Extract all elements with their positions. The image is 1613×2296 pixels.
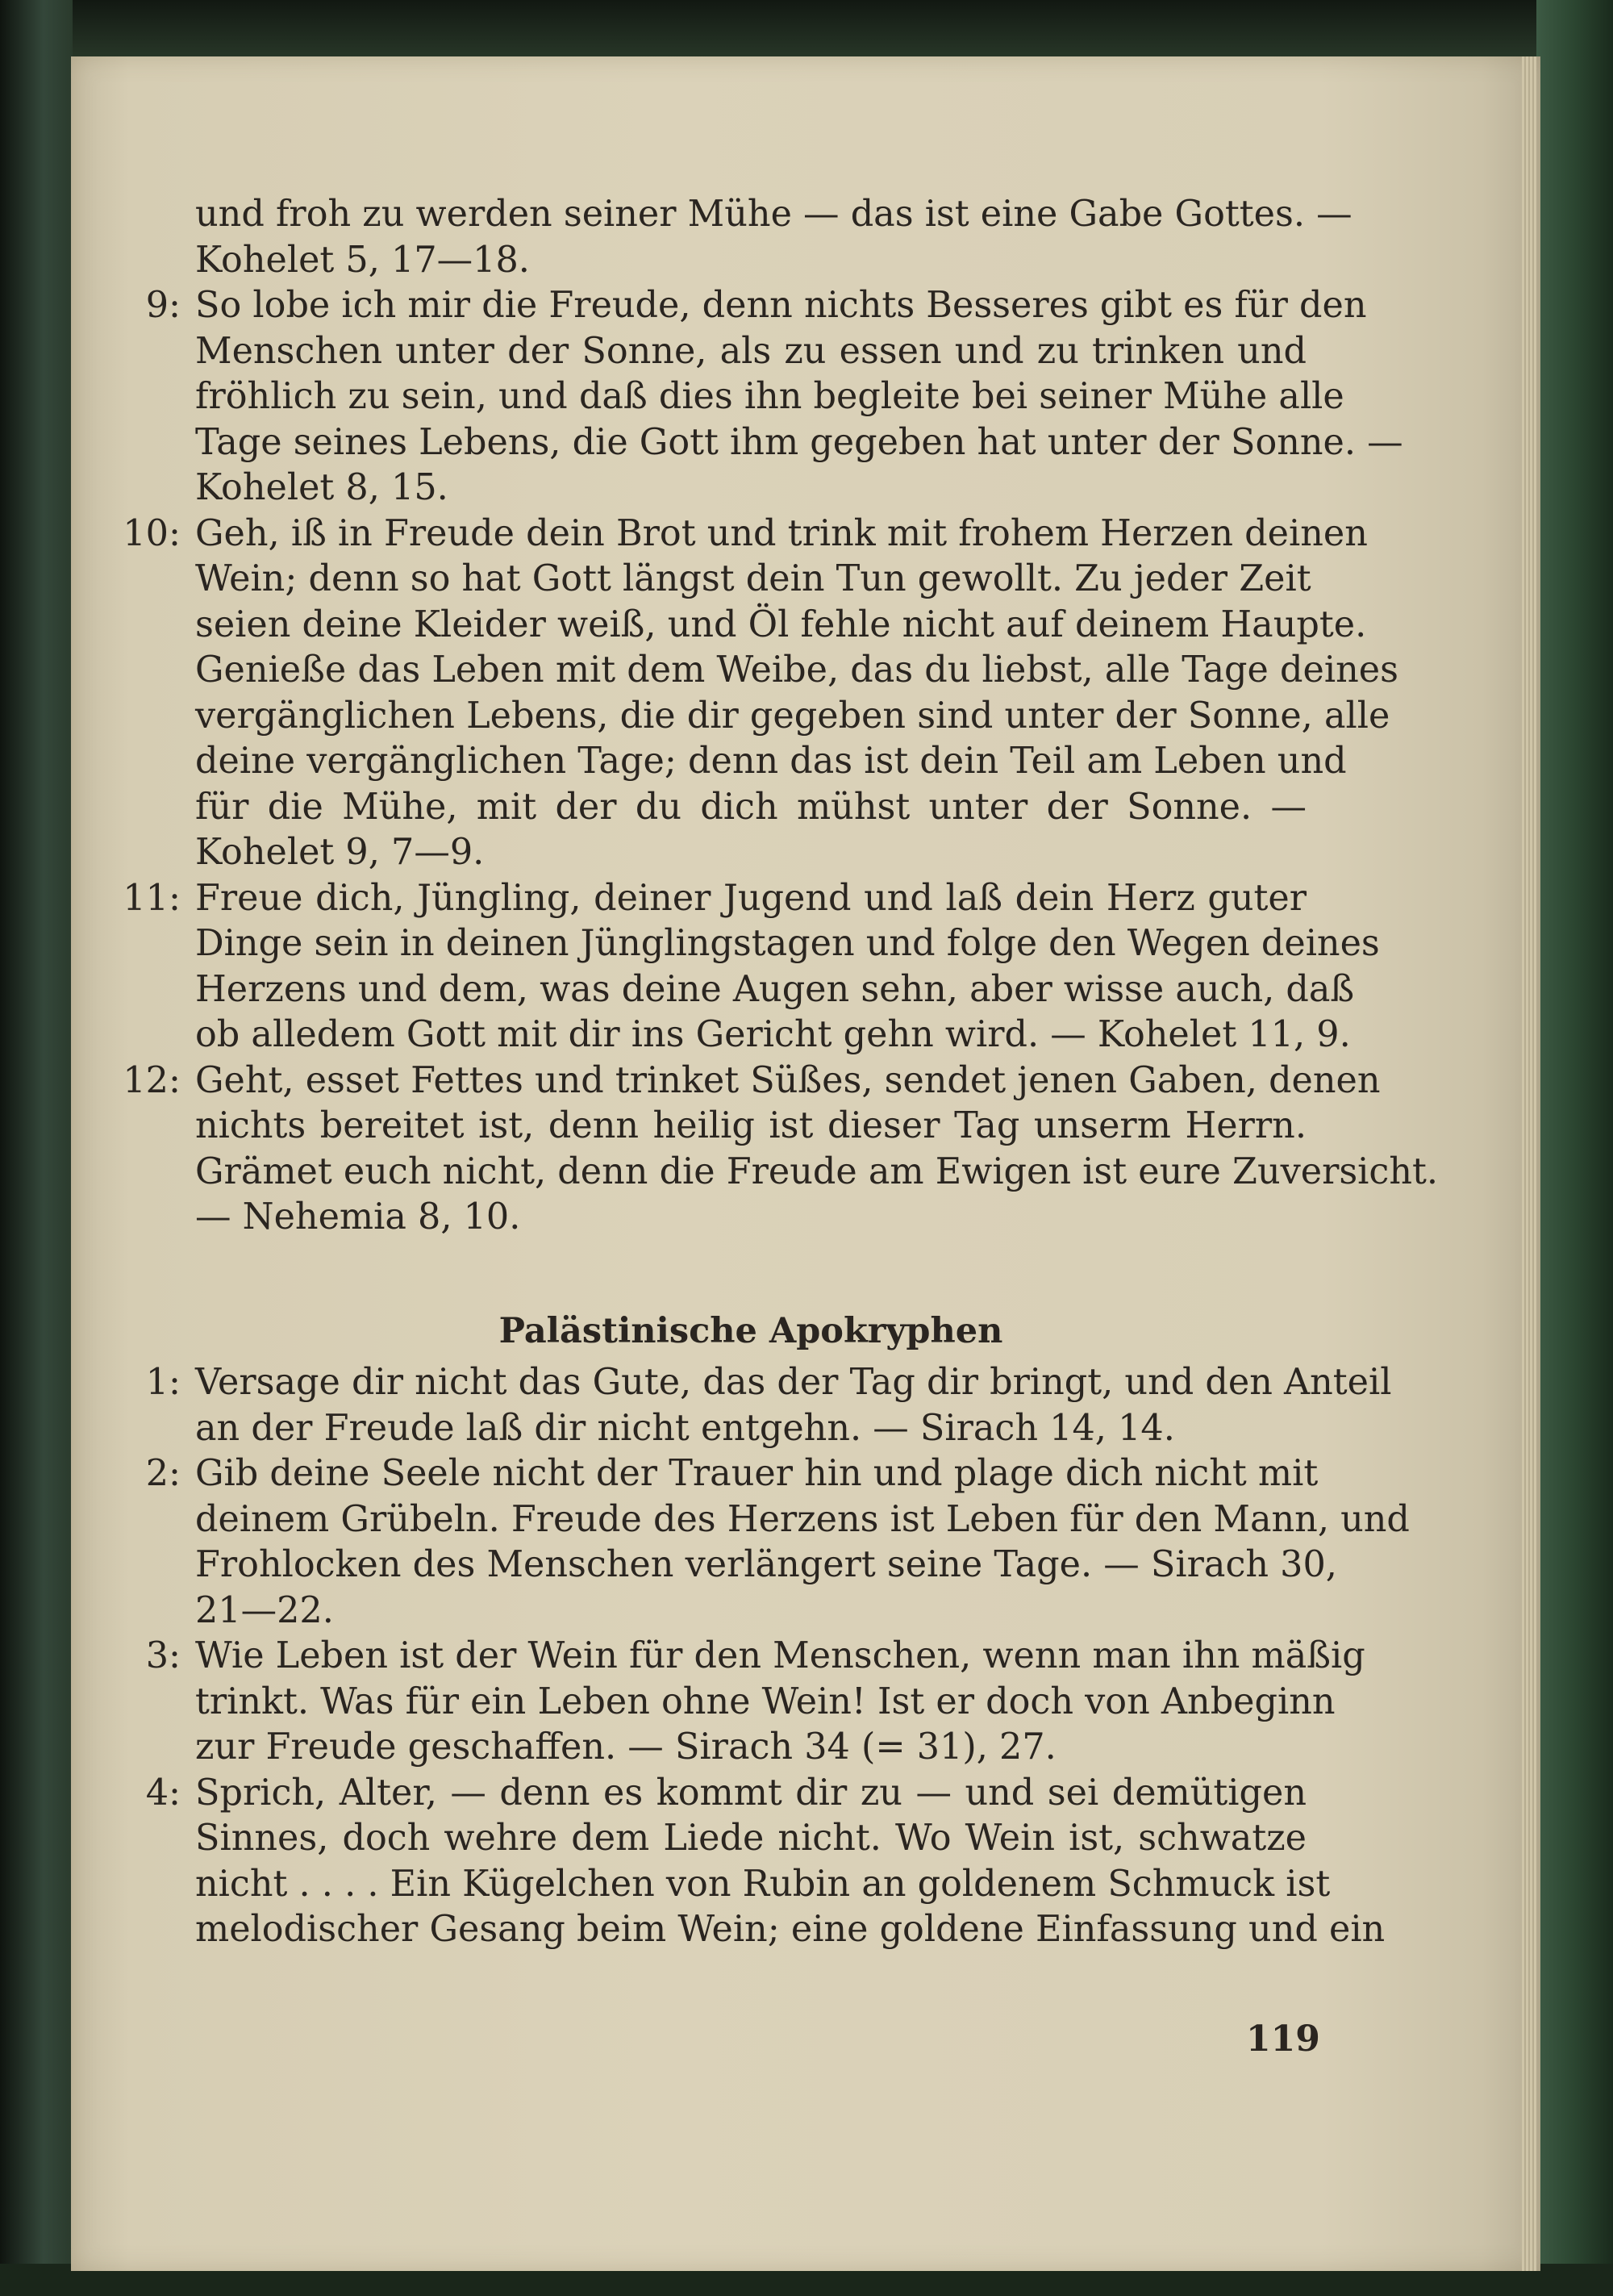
verse-number: 3:	[145, 1635, 181, 1676]
text-line: Geht, esset Fettes und trinket Süßes, sendet jenen Gaben, denen	[195, 1059, 1381, 1101]
verse-entry	[121, 876, 1380, 1058]
verse-entry	[121, 1058, 1439, 1241]
book-cover-left	[0, 0, 73, 2296]
verse-number: 12:	[123, 1059, 181, 1101]
text-line: für die Mühe, mit der du dich mühst unter der Sonne. —	[195, 786, 1307, 828]
text-line: Menschen unter der Sonne, als zu essen und zu trinken und	[195, 330, 1307, 372]
verse-number: 4:	[145, 1772, 181, 1814]
text-line: Freue dich, Jüngling, deiner Jugend und laß dein Herz guter	[195, 877, 1307, 919]
text-line: Grämet euch nicht, denn die Freude am Ewigen ist eure Zuversicht.	[195, 1150, 1439, 1192]
text-line: vergänglichen Lebens, die dir gegeben sind unter der Sonne, alle	[195, 695, 1390, 737]
text-line: Gib deine Seele nicht der Trauer hin und plage dich nicht mit	[195, 1453, 1319, 1494]
text-line: nichts bereitet ist, denn heilig ist dieser Tag unserm Herrn.	[195, 1105, 1307, 1146]
text-line: fröhlich zu sein, und daß dies ihn begleite bei seiner Mühe alle	[195, 376, 1344, 417]
text-line: Frohlocken des Menschen verlängert seine Tage. — Sirach 30,	[195, 1544, 1337, 1585]
text-line: Kohelet 9, 7—9.	[195, 832, 485, 873]
intro-paragraph	[121, 192, 1353, 283]
text-line: — Nehemia 8, 10.	[195, 1196, 521, 1238]
text-line: an der Freude laß dir nicht entgehn. — Sirach 14, 14.	[195, 1407, 1175, 1449]
text-line: und froh zu werden seiner Mühe — das ist eine Gabe Gottes. —	[195, 194, 1353, 235]
text-line: Herzens und dem, was deine Augen sehn, aber wisse auch, daß	[195, 968, 1355, 1010]
page-stack-edge	[1522, 56, 1536, 2271]
text-line: Geh, iß in Freude dein Brot und trink mit frohem Herzen deinen	[195, 512, 1368, 554]
text-line: Genieße das Leben mit dem Weibe, das du liebst, alle Tage deines	[195, 649, 1398, 691]
text-line: Versage dir nicht das Gute, das der Tag dir bringt, und den Anteil	[195, 1362, 1392, 1403]
page-number: 119	[1246, 2018, 1320, 2060]
text-line: trinkt. Was für ein Leben ohne Wein! Ist er doch von Anbeginn	[195, 1680, 1336, 1722]
text-line: deine vergänglichen Tage; denn das ist dein Teil am Leben und	[195, 741, 1347, 782]
text-line: zur Freude geschaffen. — Sirach 34 (= 31), 27.	[195, 1726, 1057, 1768]
verse-entry	[121, 1634, 1365, 1771]
text-line: Kohelet 8, 15.	[195, 467, 448, 508]
text-line: 21—22.	[195, 1589, 334, 1631]
verse-entry	[121, 1360, 1392, 1451]
book-cover-top	[0, 0, 1613, 65]
text-line: Sinnes, doch wehre dem Liede nicht. Wo Wein ist, schwatze	[195, 1818, 1307, 1859]
text-line: Tage seines Lebens, die Gott ihm gegeben hat unter der Sonne. —	[195, 421, 1403, 463]
verse-entry	[121, 283, 1403, 511]
verse-number: 11:	[123, 877, 181, 919]
text-line: So lobe ich mir die Freude, denn nichts Besseres gibt es für den	[195, 285, 1367, 326]
text-line: deinem Grübeln. Freude des Herzens ist Leben für den Mann, und	[195, 1498, 1410, 1540]
text-line: Dinge sein in deinen Jünglingstagen und folge den Wegen deines	[195, 923, 1380, 964]
verse-number: 2:	[145, 1453, 181, 1494]
text-line: melodischer Gesang beim Wein; eine goldene Einfassung und ein	[195, 1909, 1386, 1950]
text-line: Kohelet 5, 17—18.	[195, 239, 530, 281]
verse-entry	[121, 511, 1398, 876]
verse-number: 9:	[145, 285, 181, 326]
text-line: seien deine Kleider weiß, und Öl fehle nicht auf deinem Haupte.	[195, 603, 1367, 645]
verse-number: 10:	[123, 512, 181, 554]
text-line: Wein; denn so hat Gott längst dein Tun gewollt. Zu jeder Zeit	[195, 558, 1311, 599]
text-line: ob alledem Gott mit dir ins Gericht gehn wird. — Kohelet 11, 9.	[195, 1014, 1351, 1055]
text-line: Wie Leben ist der Wein für den Menschen, wenn man ihn mäßig	[195, 1635, 1365, 1676]
page-text	[121, 192, 1439, 1953]
verse-entry	[121, 1451, 1410, 1634]
verse-entry	[121, 1771, 1386, 1953]
verse-number: 1:	[145, 1362, 181, 1403]
book-cover-right	[1536, 0, 1613, 2296]
text-line: Sprich, Alter, — denn es kommt dir zu — und sei demütigen	[195, 1772, 1307, 1814]
section-heading: Palästinische Apokryphen	[498, 1310, 1003, 1351]
text-line: nicht . . . . Ein Kügelchen von Rubin an goldenem Schmuck ist	[195, 1863, 1331, 1905]
